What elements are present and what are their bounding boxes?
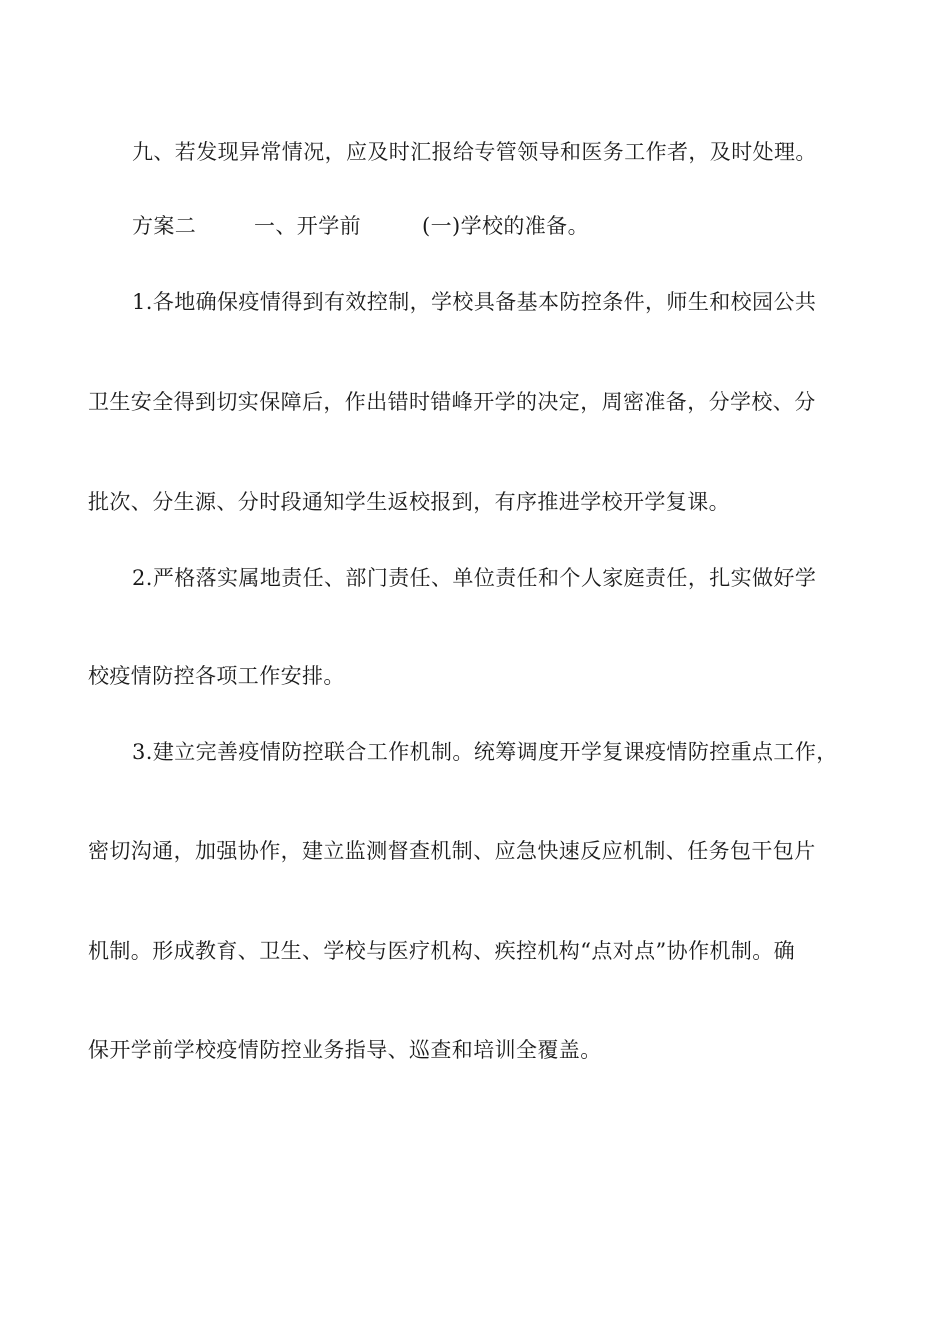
point-three-line-3: 机制。形成教育、卫生、学校与医疗机构、疾控机构“点对点”协作机制。确 xyxy=(88,939,796,963)
point-one-line-2: 卫生安全得到切实保障后，作出错时错峰开学的决定，周密准备，分学校、分 xyxy=(88,390,816,414)
plan-two-heading xyxy=(132,212,632,240)
point-three-line-4: 保开学前学校疫情防控业务指导、巡查和培训全覆盖。 xyxy=(88,1038,602,1062)
point-three-line-2: 密切沟通，加强协作，建立监测督查机制、应急快速反应机制、任务包干包片 xyxy=(88,839,816,863)
point-one-line-1: 1.各地确保疫情得到有效控制，学校具备基本防控条件，师生和校园公共 xyxy=(132,290,817,314)
subsection-heading: (一)学校的准备。 xyxy=(422,214,589,238)
plan-two-label: 方案二 xyxy=(132,214,197,238)
point-one-line-3: 批次、分生源、分时段通知学生返校报到，有序推进学校开学复课。 xyxy=(88,490,730,514)
section-heading: 一、开学前 xyxy=(254,214,361,238)
item-nine-line: 九、若发现异常情况，应及时汇报给专管领导和医务工作者，及时处理。 xyxy=(132,140,817,164)
point-two-line-1: 2.严格落实属地责任、部门责任、单位责任和个人家庭责任，扎实做好学 xyxy=(132,566,817,590)
point-two-line-2: 校疫情防控各项工作安排。 xyxy=(88,664,345,688)
point-three-line-1: 3.建立完善疫情防控联合工作机制。统筹调度开学复课疫情防控重点工作， xyxy=(132,740,838,764)
